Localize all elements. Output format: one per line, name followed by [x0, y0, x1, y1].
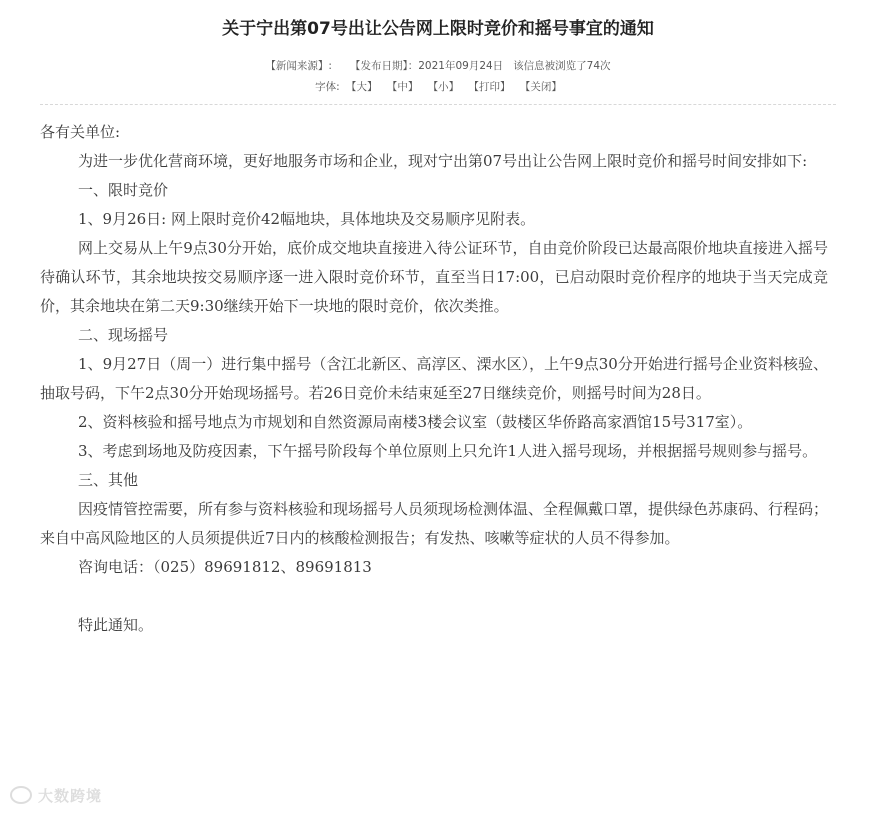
page-title: 关于宁出第07号出让公告网上限时竞价和摇号事宜的通知: [222, 19, 654, 39]
font-medium-link[interactable]: 【中】: [386, 81, 419, 93]
font-toolbar: [0, 79, 876, 94]
section-heading-bidding: 一、限时竞价: [78, 181, 169, 199]
epidemic-paragraph: 因疫情管控需要，所有参与资料核验和现场摇号人员须现场检测体温、全程佩戴口罩，提供绿色苏康码、行程码；来自中高风险地区的人员须提供近7日内的核酸检测报告；有发热、咳嗽等症状的人员不得参加。: [40, 500, 829, 547]
intro-paragraph: 为进一步优化营商环境，更好地服务市场和企业，现对宁出第07号出让公告网上限时竞价和摇号时间安排如下:: [78, 152, 808, 170]
section-heading-other: 三、其他: [78, 471, 139, 489]
font-size-label: 字体:: [315, 81, 340, 93]
watermark-text: 大数跨境: [38, 787, 103, 805]
closing-line: 特此通知。: [78, 616, 154, 634]
bidding-detail-paragraph: 网上交易从上午9点30分开始，底价成交地块直接进入待公证环节，自由竞价阶段已达最高限价地块直接进入摇号待确认环节，其余地块按交易顺序逐一进入限时竞价环节，直至当日17:00，已启动限时竞价程序的地块于当天完成竞价，其余地块在第二天9:30继续开始下一块地的限时竞价，依次类推。: [40, 239, 828, 315]
print-link[interactable]: 【打印】: [468, 81, 511, 93]
view-count: 该信息被浏览了74次: [513, 60, 611, 72]
article-meta: [0, 58, 876, 73]
close-link[interactable]: 【关闭】: [519, 81, 562, 93]
section-heading-lottery: 二、现场摇号: [78, 326, 169, 344]
bidding-item-1: 1、9月26日: 网上限时竞价42幅地块，具体地块及交易顺序见附表。: [78, 210, 536, 228]
salutation: 各有关单位:: [40, 123, 121, 141]
spacer: [40, 582, 828, 611]
lottery-item-3: 3、考虑到场地及防疫因素，下午摇号阶段每个单位原则上只允许1人进入摇号现场，并根据摇号规则参与摇号。: [78, 442, 818, 460]
article-body: [40, 118, 828, 640]
publish-date: 【发布日期】：2021年09月24日: [349, 60, 504, 72]
font-large-link[interactable]: 【大】: [346, 81, 378, 93]
lottery-item-1: 1、9月27日（周一）进行集中摇号（含江北新区、高淳区、溧水区），上午9点30分开始进行摇号企业资料核验、抽取号码，下午2点30分开始现场摇号。若26日竞价未结束延至27日继续竞价，则摇号时间为28日。: [40, 355, 828, 402]
watermark: [10, 785, 102, 806]
font-small-link[interactable]: 【小】: [427, 81, 460, 93]
lottery-item-2: 2、资料核验和摇号地点为市规划和自然资源局南楼3楼会议室（鼓楼区华侨路高家酒馆15号317室）。: [78, 413, 753, 431]
header-divider: [40, 104, 836, 105]
watermark-logo-icon: [10, 786, 32, 804]
contact-phone: 咨询电话：（025）89691812、89691813: [78, 558, 372, 576]
news-source: 【新闻来源】:: [265, 60, 332, 72]
